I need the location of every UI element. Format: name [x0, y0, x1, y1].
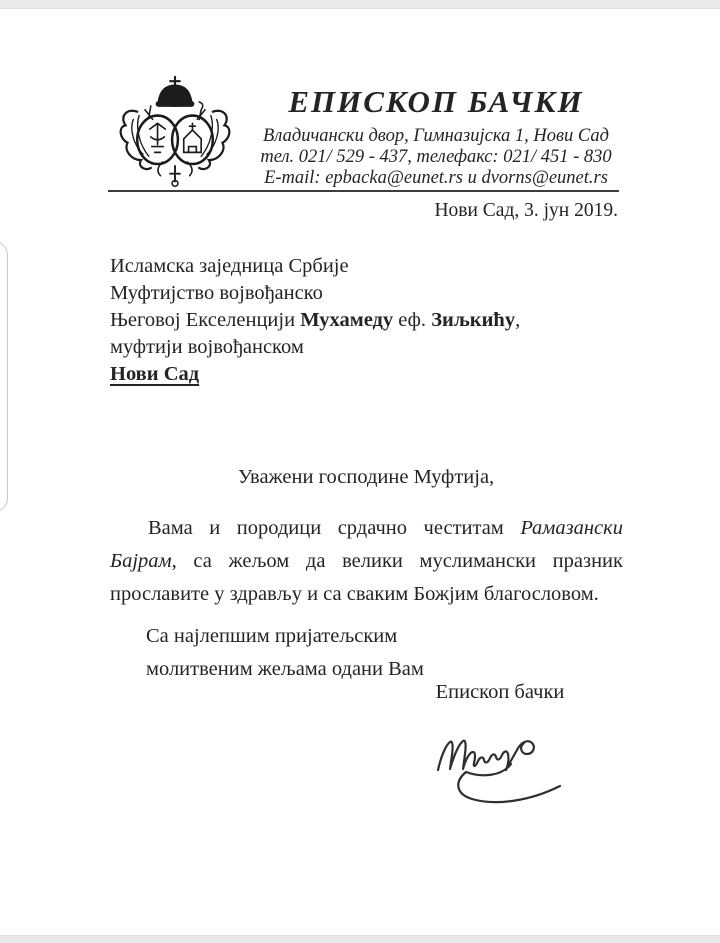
recipient-name-first: Мухамеду	[300, 309, 394, 331]
closing-line-2: молитвеним жељама одани Вам	[146, 658, 424, 680]
recipient-line-3-prefix: Његовој Екселенцији	[110, 309, 301, 331]
salutation: Уважени господине Муфтија,	[237, 466, 495, 488]
closing-line-1: Са најлепшим пријатељским	[146, 625, 398, 647]
recipient-line-3-mid: еф.	[393, 309, 432, 331]
recipient-line-3-suffix: ,	[515, 309, 521, 331]
signer-title: Епископ бачки	[435, 681, 565, 703]
body-text-before: Вама и породици срдачно честитам	[148, 517, 521, 539]
body-paragraph	[110, 512, 623, 611]
recipient-block	[110, 253, 590, 388]
background-card-edge	[0, 241, 8, 512]
letterhead-divider	[108, 190, 619, 192]
holiday-name-italic: Рамазански Бајрам	[110, 517, 623, 572]
closing-block	[146, 620, 566, 686]
body-text-after: , са жељом да велики муслимански празник прославите у здрављу и са сваким Божјим благословом.	[110, 550, 623, 605]
letterhead-phone-fax: тел. 021/ 529 - 437, телефакс: 021/ 451 - 830	[260, 147, 612, 167]
recipient-city	[110, 361, 590, 388]
bottom-gray-strip	[0, 935, 720, 943]
letterhead-address: Владичански двор, Гимназијска 1, Нови Сад	[263, 126, 609, 146]
handwritten-signature-icon	[414, 714, 564, 806]
recipient-line-3	[110, 307, 590, 334]
recipient-line-2: Муфтијство војвођанско	[110, 282, 323, 304]
recipient-city-text: Нови Сад	[110, 363, 200, 385]
recipient-line-4: муфтији војвођанском	[110, 336, 304, 358]
letterhead	[240, 84, 632, 189]
eparchy-coat-of-arms-icon	[112, 74, 238, 192]
recipient-line-1: Исламска заједница Србије	[110, 255, 349, 277]
recipient-name-last: Зиљкићу	[431, 309, 516, 331]
letterhead-title: ЕПИСКОП БАЧКИ	[288, 84, 584, 119]
date-line: Нови Сад, 3. јун 2019.	[434, 200, 618, 221]
top-gray-strip	[0, 0, 720, 9]
letterhead-email: E-mail: epbacka@eunet.rs и dvorns@eunet.rs	[264, 168, 608, 188]
